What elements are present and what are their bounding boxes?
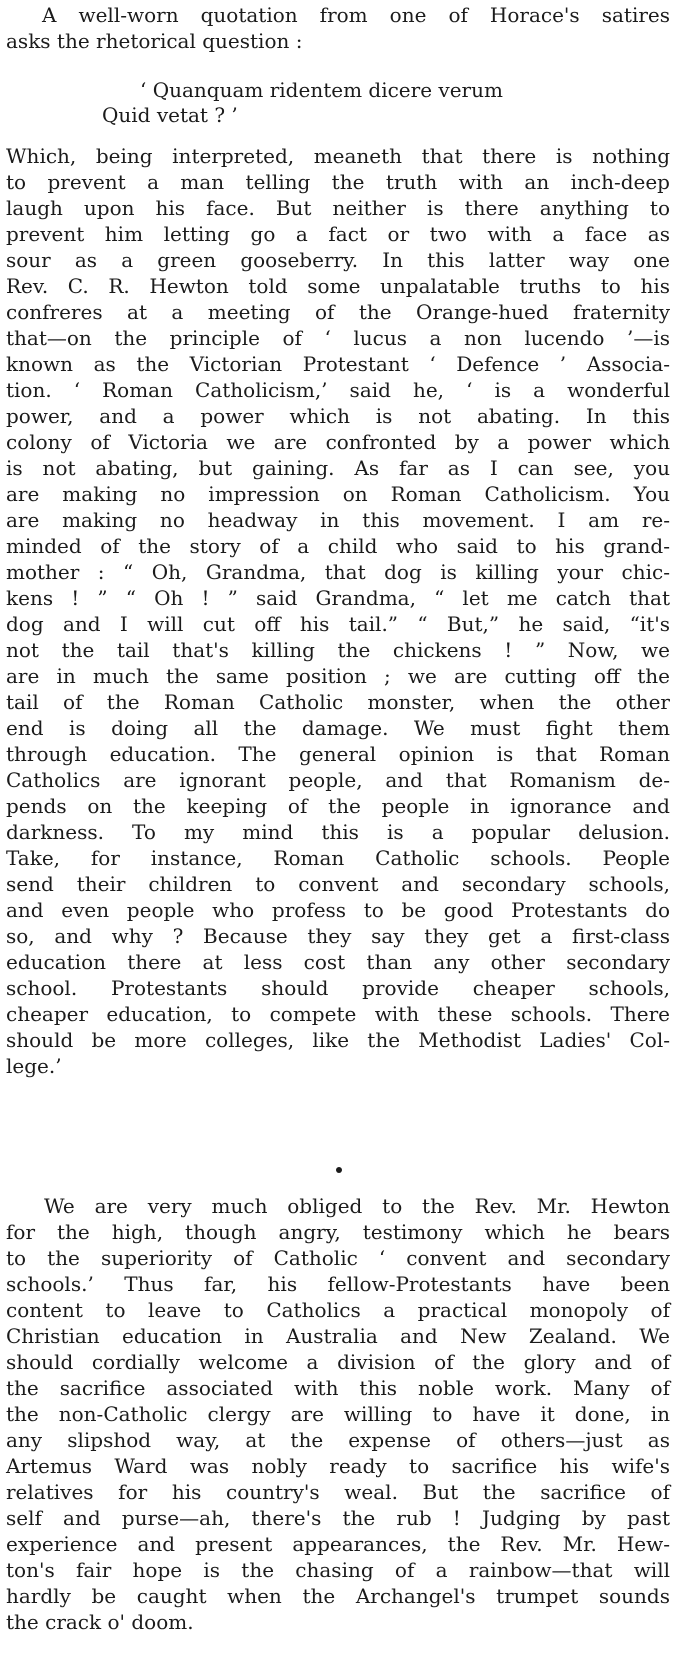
intro-line: asks the rhetorical question : — [6, 29, 303, 53]
paragraph-line: Take, for instance, Roman Catholic schools. People — [6, 846, 670, 870]
paragraph-line: that—on the principle of ‘ lucus a non lucendo ’—is — [6, 326, 670, 350]
paragraph-line: darkness. To my mind this is a popular delusion. — [6, 820, 670, 844]
paragraph-line: for the high, though angry, testimony which he bears — [6, 1220, 670, 1244]
paragraph-line: schools.’ Thus far, his fellow-Protestants have been — [6, 1272, 670, 1296]
paragraph-line: are in much the same position ; we are cutting off the — [6, 664, 670, 688]
paragraph-line: content to leave to Catholics a practical monopoly of — [6, 1298, 670, 1322]
paragraph-line: known as the Victorian Protestant ‘ Defence ’ Associa- — [6, 352, 670, 376]
paragraph-line: school. Protestants should provide cheaper schools, — [6, 976, 670, 1000]
paragraph-line: is not abating, but gaining. As far as I can see, you — [6, 456, 670, 480]
paragraph-line: Catholics are ignorant people, and that Romanism de- — [6, 768, 670, 792]
paragraph-line: Which, being interpreted, meaneth that there is nothing — [6, 144, 670, 168]
paragraph-line: any slipshod way, at the expense of others—just as — [6, 1428, 670, 1452]
paragraph-line: send their children to convent and secondary schools, — [6, 872, 670, 896]
paragraph-line: confreres at a meeting of the Orange-hued fraternity — [6, 300, 670, 324]
paragraph-line: ton's fair hope is the chasing of a rainbow—that will — [6, 1558, 670, 1582]
paragraph-line: tion. ‘ Roman Catholicism,’ said he, ‘ is a wonderful — [6, 378, 670, 402]
paragraph-line: minded of the story of a child who said to his grand- — [6, 534, 670, 558]
paragraph-line: laugh upon his face. But neither is there anything to — [6, 196, 670, 220]
paragraph-line: not the tail that's killing the chickens ! ” Now, we — [6, 638, 670, 662]
paragraph-line: Christian education in Australia and New Zealand. We — [6, 1324, 670, 1348]
paragraph-line: experience and present appearances, the Rev. Mr. Hew- — [6, 1532, 670, 1556]
paragraph-line: tail of the Roman Catholic monster, when the other — [6, 690, 670, 714]
paragraph-line: are making no impression on Roman Catholicism. You — [6, 482, 670, 506]
quotation-line: Quid vetat ? ’ — [102, 103, 238, 127]
paragraph-line: We are very much obliged to the Rev. Mr. Hewton — [44, 1194, 670, 1218]
paragraph-line: should be more colleges, like the Methodist Ladies' Col- — [6, 1028, 670, 1052]
paragraph-line: so, and why ? Because they say they get a first-class — [6, 924, 670, 948]
paragraph-line: prevent him letting go a fact or two with a face as — [6, 222, 670, 246]
paragraph-line: cheaper education, to compete with these schools. There — [6, 1002, 670, 1026]
paragraph-line: to prevent a man telling the truth with an inch-deep — [6, 170, 670, 194]
paragraph-line: self and purse—ah, there's the rub ! Judging by past — [6, 1506, 670, 1530]
paragraph-line: power, and a power which is not abating. In this — [6, 404, 670, 428]
paragraph-line: colony of Victoria we are confronted by a power which — [6, 430, 670, 454]
quotation-line: ‘ Quanquam ridentem dicere verum — [140, 78, 503, 102]
paragraph-line: hardly be caught when the Archangel's trumpet sounds — [6, 1584, 670, 1608]
paragraph-line: sour as a green gooseberry. In this latter way one — [6, 248, 670, 272]
paragraph-line: end is doing all the damage. We must fight them — [6, 716, 670, 740]
paragraph-line: Rev. C. R. Hewton told some unpalatable truths to his — [6, 274, 670, 298]
paragraph-line: to the superiority of Catholic ‘ convent and secondary — [6, 1246, 670, 1270]
paragraph-line: the crack o' doom. — [6, 1610, 194, 1634]
paragraph-line: relatives for his country's weal. But the sacrifice of — [6, 1480, 670, 1504]
paragraph-line: through education. The general opinion is that Roman — [6, 742, 670, 766]
paragraph-line: mother : “ Oh, Grandma, that dog is killing your chic- — [6, 560, 670, 584]
paragraph-line: the sacrifice associated with this noble work. Many of — [6, 1376, 670, 1400]
paragraph-line: pends on the keeping of the people in ignorance and — [6, 794, 670, 818]
paragraph-line: are making no headway in this movement. I am re- — [6, 508, 670, 532]
paragraph-line: the non-Catholic clergy are willing to have it done, in — [6, 1402, 670, 1426]
paragraph-line: education there at less cost than any other secondary — [6, 950, 670, 974]
paragraph-line: kens ! ” “ Oh ! ” said Grandma, “ let me catch that — [6, 586, 670, 610]
paragraph-line: should cordially welcome a division of the glory and of — [6, 1350, 670, 1374]
intro-line: A well-worn quotation from one of Horace's satires — [42, 3, 670, 27]
paragraph-line: and even people who profess to be good Protestants do — [6, 898, 670, 922]
paragraph-line: lege.’ — [6, 1054, 62, 1078]
paragraph-line: Artemus Ward was nobly ready to sacrifice his wife's — [6, 1454, 670, 1478]
section-divider-dot — [336, 1167, 342, 1173]
paragraph-line: dog and I will cut off his tail.” “ But,” he said, “it's — [6, 612, 670, 636]
